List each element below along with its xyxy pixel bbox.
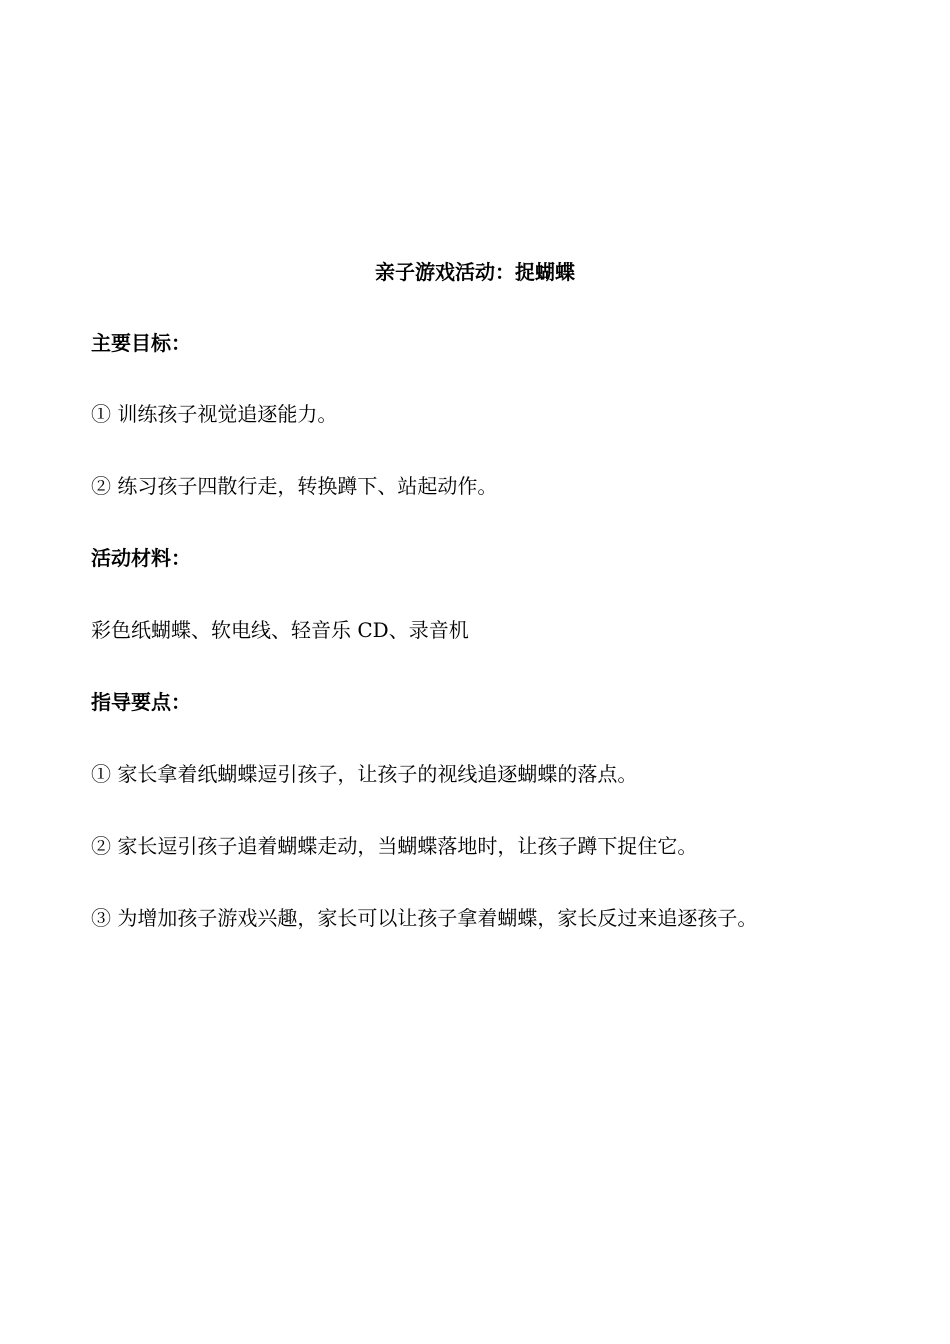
section-heading-materials: 活动材料： xyxy=(91,546,191,570)
page-title: 亲子游戏活动：捉蝴蝶 xyxy=(375,260,575,284)
guidance-item-3: ③ 为增加孩子游戏兴趣，家长可以让孩子拿着蝴蝶，家长反过来追逐孩子。 xyxy=(91,906,758,930)
goal-item-1: ① 训练孩子视觉追逐能力。 xyxy=(91,402,338,426)
goal-item-2: ② 练习孩子四散行走，转换蹲下、站起动作。 xyxy=(91,474,498,498)
guidance-item-1: ① 家长拿着纸蝴蝶逗引孩子，让孩子的视线追逐蝴蝶的落点。 xyxy=(91,762,638,786)
materials-text: 彩色纸蝴蝶、软电线、轻音乐 CD、录音机 xyxy=(91,618,469,642)
section-heading-goals: 主要目标： xyxy=(91,331,191,355)
section-heading-guidance: 指导要点： xyxy=(91,690,191,714)
guidance-item-2: ② 家长逗引孩子追着蝴蝶走动，当蝴蝶落地时，让孩子蹲下捉住它。 xyxy=(91,834,698,858)
